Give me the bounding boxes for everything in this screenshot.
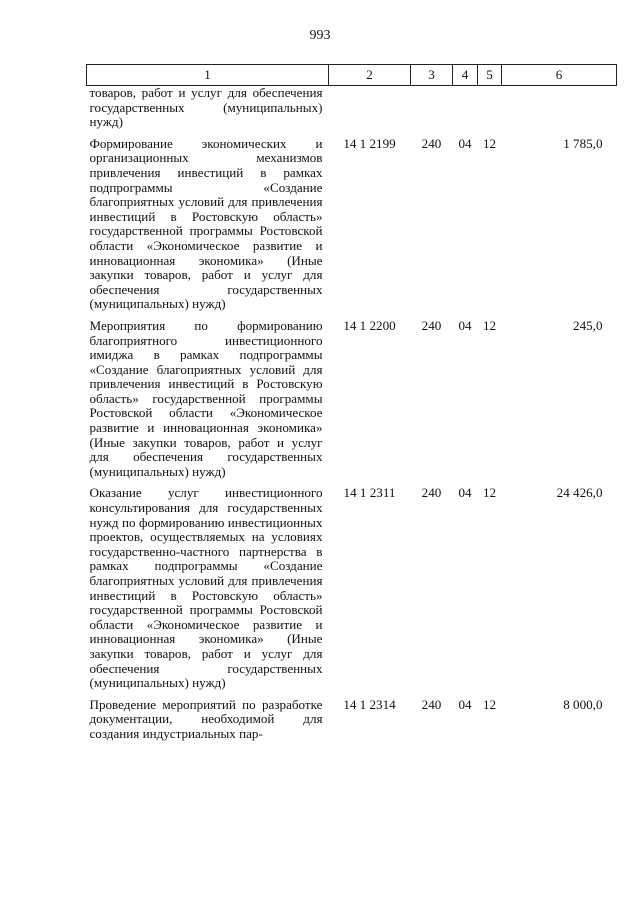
row-target-code: 14 1 2199	[343, 135, 396, 151]
row-expense-type: 240	[421, 696, 442, 712]
continuation-text: товаров, работ и услуг для обеспечения государственных (муниципальных) нужд)	[89, 85, 323, 130]
row-target-code: 14 1 2314	[343, 696, 396, 712]
table-row	[87, 137, 617, 319]
row-description: Формирование экономических и организационных механизмов привлечения инвестиций в рамках подпрограммы «Создание благоприятных условий для привлечения инвестиций в Ростовскую область» государственной программы Ростовской области «Экономическое развитие и инновационная экономика» (Иные закупки товаров, работ и услуг для обеспечения государственных (муниципальных) нужд)	[89, 135, 323, 312]
column-header-5: 5	[478, 65, 502, 86]
row-description: Оказание услуг инвестиционного консультирования для государственных нужд по формированию инвестиционных проектов, осуществляемых на условиях государственно-частного партнерства в рамках подпрограммы «Создание благоприятных условий для привлечения инвестиций в Ростовскую область» государственной программы Ростовской области «Экономическое развитие и инновационная экономика» (Иные закупки товаров, работ и услуг для обеспечения государственных (муниципальных) нужд)	[89, 485, 323, 691]
table-row-continuation	[87, 86, 617, 137]
row-section: 04	[458, 696, 472, 712]
row-amount: 245,0	[573, 317, 603, 333]
page-number: 993	[309, 28, 331, 43]
table-header-row	[87, 65, 617, 86]
budget-table	[86, 64, 617, 749]
row-section: 04	[458, 135, 472, 151]
column-header-1: 1	[87, 65, 329, 86]
row-expense-type: 240	[421, 317, 442, 333]
row-subsection: 12	[482, 135, 497, 151]
row-amount: 8 000,0	[563, 696, 603, 712]
row-section: 04	[458, 317, 472, 333]
row-description: Проведение мероприятий по разработке документации, необходимой для создания индустриальных пар-	[89, 696, 323, 741]
row-amount: 24 426,0	[556, 485, 603, 501]
row-subsection: 12	[482, 317, 497, 333]
row-target-code: 14 1 2200	[343, 317, 396, 333]
row-expense-type: 240	[421, 135, 442, 151]
row-section: 04	[458, 485, 472, 501]
row-description: Мероприятия по формированию благоприятного инвестиционного имиджа в рамках подпрограммы «Создание благоприятных условий для привлечения инвестиций в Ростовскую область» государственной программы Ростовской области «Экономическое развитие и инновационная экономика» (Иные закупки товаров, работ и услуг для обеспечения государственных (муниципальных) нужд)	[89, 317, 323, 479]
table-row	[87, 486, 617, 697]
row-target-code: 14 1 2311	[343, 485, 396, 501]
column-header-6: 6	[502, 65, 617, 86]
table-row	[87, 319, 617, 487]
column-header-2: 2	[329, 65, 411, 86]
row-subsection: 12	[482, 485, 497, 501]
column-header-3: 3	[411, 65, 453, 86]
table-row	[87, 698, 617, 749]
row-expense-type: 240	[421, 485, 442, 501]
row-subsection: 12	[482, 696, 497, 712]
column-header-4: 4	[453, 65, 478, 86]
row-amount: 1 785,0	[563, 135, 603, 151]
